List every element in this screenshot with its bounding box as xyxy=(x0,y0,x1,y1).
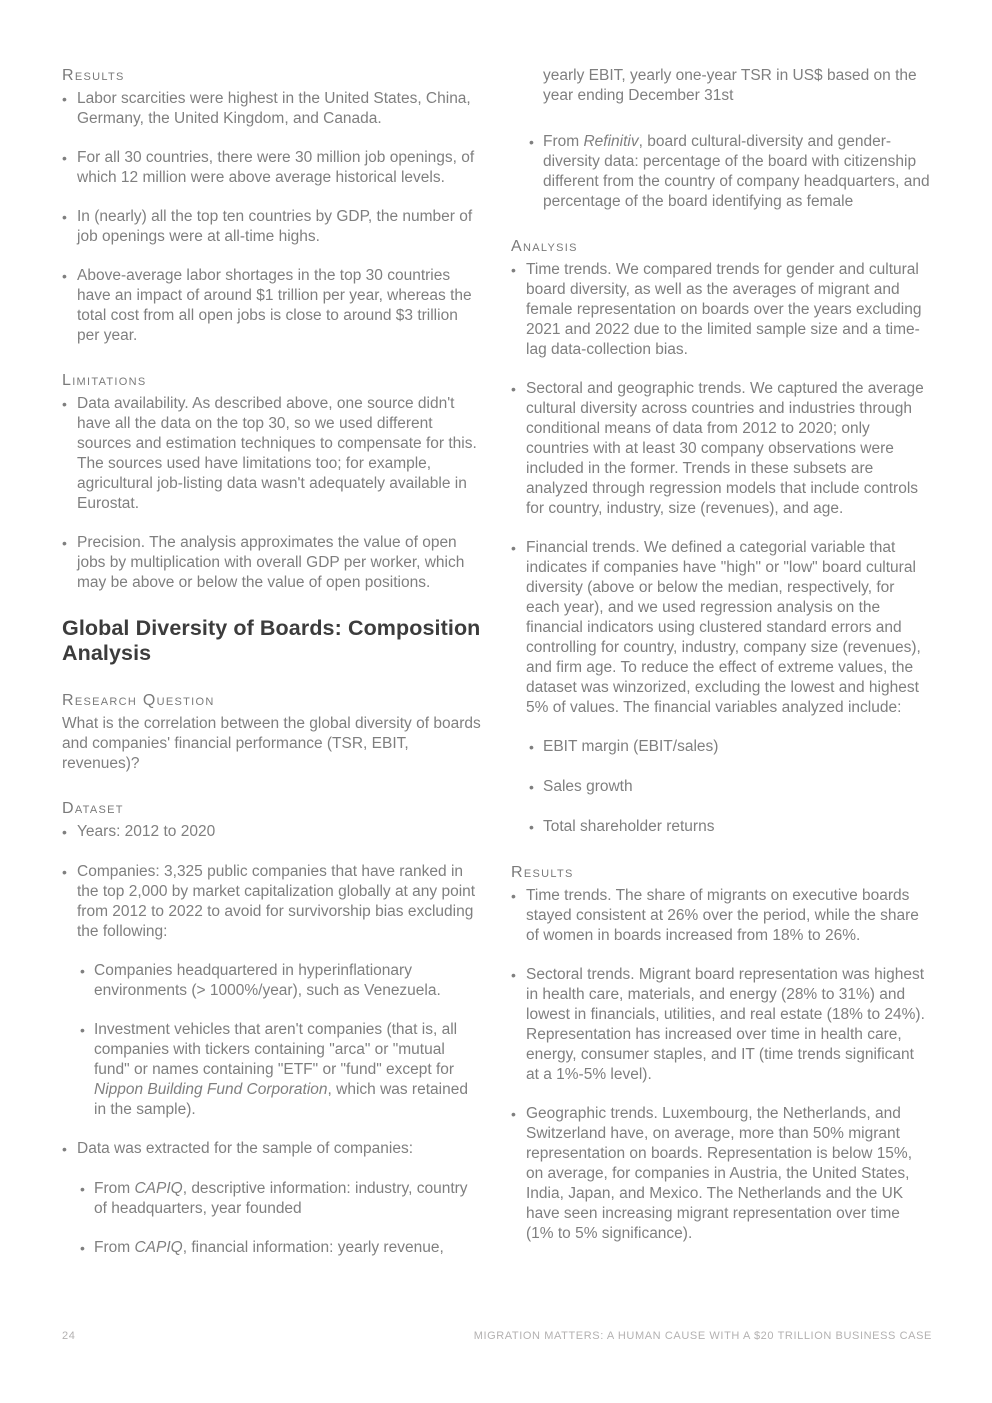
sub-list-item xyxy=(80,1238,481,1259)
list-item xyxy=(511,379,930,519)
list-item-text: From Refinitiv, board cultural-diversity and gender-diversity data: percentage of the board with citizenship different from the country of company headquarters, and percentage of the board identifying as female xyxy=(543,133,930,210)
bullet-icon xyxy=(62,862,77,942)
bullet-icon xyxy=(80,1238,94,1259)
bullet-icon xyxy=(529,132,543,212)
bullet-icon xyxy=(62,394,77,514)
sub-list-item xyxy=(80,1020,481,1120)
list-item xyxy=(511,1104,930,1244)
page-footer xyxy=(62,1329,932,1343)
list-item xyxy=(62,148,481,188)
list-item-text: Precision. The analysis approximates the value of open jobs by multiplication with overall GDP per worker, which may be above or below the value of open positions. xyxy=(77,534,465,591)
limitations-heading: Limitations xyxy=(62,372,147,389)
list-item-text: Years: 2012 to 2020 xyxy=(77,823,216,840)
list-item xyxy=(62,89,481,129)
sub-list-item xyxy=(80,961,481,1001)
list-item xyxy=(511,260,930,360)
continuation-text: yearly EBIT, yearly one-year TSR in US$ based on the year ending December 31st xyxy=(543,67,917,104)
list-item-text: Data was extracted for the sample of companies: xyxy=(77,1140,413,1157)
list-item-text: Total shareholder returns xyxy=(543,818,715,835)
list-item-text: EBIT margin (EBIT/sales) xyxy=(543,738,719,755)
list-item-text: In (nearly) all the top ten countries by GDP, the number of job openings were at all-time highs. xyxy=(77,208,473,245)
dataset-heading: Dataset xyxy=(62,800,124,817)
list-item-text: Sectoral trends. Migrant board representation was highest in health care, materials, and energy (28% to 31%) and lowest in financials, utilities, and real estate (18% to 24%). Representation has increased over time in health care, energy, consumer staples, and IT (time trends significant at a 1%-5% level). xyxy=(526,966,925,1083)
bullet-icon xyxy=(511,1104,526,1244)
bullet-icon xyxy=(529,777,543,798)
bullet-icon xyxy=(62,1139,77,1160)
sub-list-item xyxy=(529,777,930,798)
bullet-icon xyxy=(62,207,77,247)
bullet-icon xyxy=(511,538,526,718)
list-item xyxy=(62,394,481,514)
bullet-icon xyxy=(62,148,77,188)
list-item-text: For all 30 countries, there were 30 million job openings, of which 12 million were above average historical levels. xyxy=(77,149,475,186)
list-item-text: Sales growth xyxy=(543,778,633,795)
list-item-text: Companies: 3,325 public companies that have ranked in the top 2,000 by market capitalization globally at any point from 2012 to 2022 to avoid for survivorship bias excluding the following: xyxy=(77,863,476,940)
list-item xyxy=(511,886,930,946)
list-item xyxy=(511,538,930,718)
bullet-icon xyxy=(529,737,543,758)
bullet-icon xyxy=(511,379,526,519)
list-item xyxy=(62,533,481,593)
list-item-text: Labor scarcities were highest in the United States, China, Germany, the United Kingdom, and Canada. xyxy=(77,90,471,127)
right-column xyxy=(511,66,930,1278)
list-item-text: Above-average labor shortages in the top 30 countries have an impact of around $1 trillion per year, whereas the total cost from all open jobs is close to around $3 trillion per year. xyxy=(77,267,472,344)
bullet-icon xyxy=(62,266,77,346)
results-heading: Results xyxy=(62,67,125,84)
bullet-icon xyxy=(511,260,526,360)
sub-list-item xyxy=(80,1179,481,1219)
list-item-text: Investment vehicles that aren't companies (that is, all companies with tickers containing "arca" or "mutual fund" or names containing "ETF" or "fund" except for Nippon Building Fund Corporation, which was retained in the sample). xyxy=(94,1021,468,1118)
list-item xyxy=(62,266,481,346)
list-item xyxy=(62,207,481,247)
list-item-text: Data availability. As described above, one source didn't have all the data on the top 30, so we used different sources and estimation techniques to compensate for this. The sources used have limitations too; for example, agricultural job-listing data wasn't adequately available in Eurostat. xyxy=(77,395,477,512)
analysis-heading: Analysis xyxy=(511,238,578,255)
sub-list-item xyxy=(529,737,930,758)
sub-list-item xyxy=(529,817,930,838)
bullet-icon xyxy=(80,1020,94,1120)
bullet-icon xyxy=(62,89,77,129)
research-question-heading: Research Question xyxy=(62,692,215,709)
list-item-text: Geographic trends. Luxembourg, the Netherlands, and Switzerland have, on average, more than 50% migrant representation on boards. Representation is below 15%, on average, for companies in Austria, the United States, India, Japan, and Mexico. The Netherlands and the UK have seen increasing migrant representation over time (1% to 5% significance). xyxy=(526,1105,913,1242)
list-item-text: Companies headquartered in hyperinflationary environments (> 1000%/year), such as Venezuela. xyxy=(94,962,441,999)
bullet-icon xyxy=(511,886,526,946)
page-number: 24 xyxy=(62,1330,76,1342)
list-item xyxy=(62,862,481,942)
bullet-icon xyxy=(62,533,77,593)
running-title: MIGRATION MATTERS: A HUMAN CAUSE WITH A $20 TRILLION BUSINESS CASE xyxy=(473,1330,932,1342)
bullet-icon xyxy=(511,965,526,1085)
bullet-icon xyxy=(529,817,543,838)
bullet-icon xyxy=(62,822,77,843)
list-item-text: From CAPIQ, descriptive information: industry, country of headquarters, year founded xyxy=(94,1180,468,1217)
list-item-text: Sectoral and geographic trends. We captured the average cultural diversity across countries and industries through conditional means of data from 2012 to 2020; only countries with at least 30 company observations were included in the former. Trends in these subsets are analyzed through regression models that include controls for country, industry, size (revenues), and age. xyxy=(526,380,924,517)
list-item xyxy=(511,965,930,1085)
bullet-icon xyxy=(80,961,94,1001)
results-heading-right: Results xyxy=(511,864,574,881)
research-question-text: What is the correlation between the global diversity of boards and companies' financial performance (TSR, EBIT, revenues)? xyxy=(62,715,481,772)
list-item-text: Financial trends. We defined a categorial variable that indicates if companies have "high" or "low" board cultural diversity (above or below the median, respectively, for each year), and we used regression analysis on the financial indicators using clustered standard errors and controlling for country, industry, company size (revenues), and firm age. To reduce the effect of extreme values, the dataset was winzorized, excluding the lowest and highest 5% of values. The financial variables analyzed include: xyxy=(526,539,921,716)
list-item-text: Time trends. We compared trends for gender and cultural board diversity, as well as the averages of migrant and female representation on boards over the years excluding 2021 and 2022 due to the limited sample size and a time-lag data-collection bias. xyxy=(526,261,922,358)
sub-list-item xyxy=(529,132,930,212)
list-item-text: From CAPIQ, financial information: yearly revenue, xyxy=(94,1239,444,1256)
section-title: Global Diversity of Boards: Composition Analysis xyxy=(62,616,481,665)
left-column xyxy=(62,66,481,1278)
list-item xyxy=(62,822,481,843)
list-item-text: Time trends. The share of migrants on executive boards stayed consistent at 26% over the period, while the share of women in boards increased from 18% to 26%. xyxy=(526,887,919,944)
list-item xyxy=(62,1139,481,1160)
bullet-icon xyxy=(80,1179,94,1219)
